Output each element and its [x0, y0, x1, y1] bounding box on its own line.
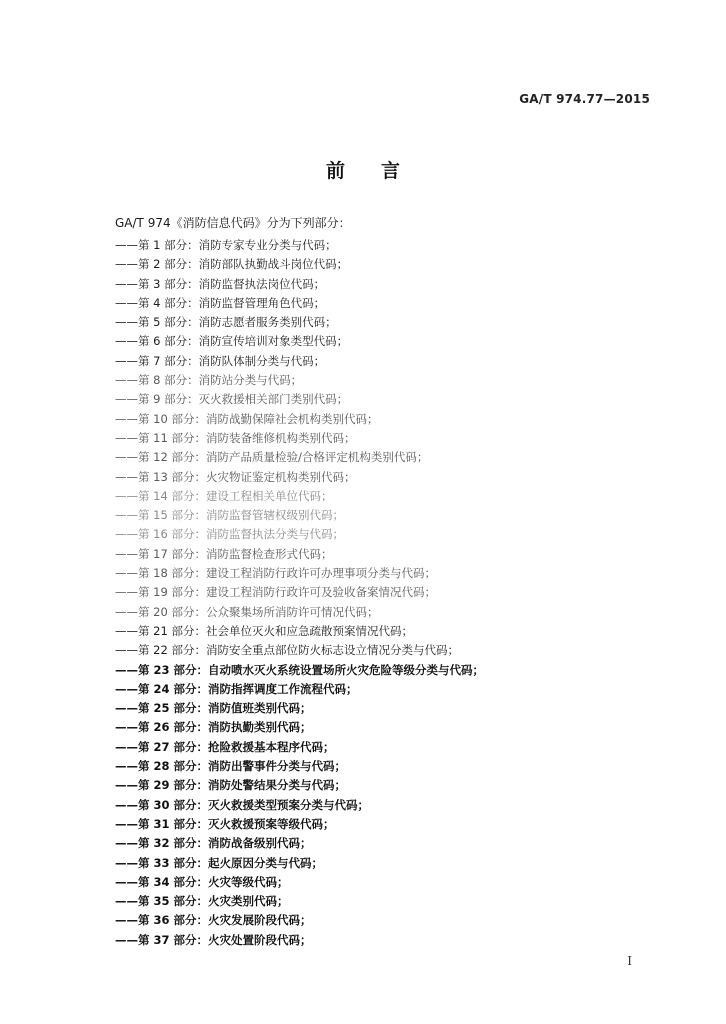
list-item: ——第 35 部分：火灾类别代码； — [115, 894, 289, 909]
list-item: ——第 17 部分：消防监督检查形式代码； — [115, 546, 333, 561]
list-item: ——第 18 部分：建设工程消防行政许可办理事项分类与代码； — [115, 566, 436, 581]
list-item: ——第 33 部分：起火原因分类与代码； — [115, 855, 324, 870]
list-item: ——第 19 部分：建设工程消防行政许可及验收备案情况代码； — [115, 585, 436, 600]
list-item: ——第 22 部分：消防安全重点部位防火标志设立情况分类与代码； — [115, 643, 459, 658]
list-item: ——第 14 部分：建设工程相关单位代码； — [115, 488, 333, 503]
list-item: ——第 26 部分：消防执勤类别代码； — [115, 720, 312, 735]
list-item: ——第 8 部分：消防站分类与代码； — [115, 373, 303, 388]
list-item: ——第 25 部分：消防值班类别代码； — [115, 701, 312, 716]
page-title: 前言 — [325, 160, 436, 182]
list-item: ——第 23 部分：自动喷水灭火系统设置场所火灾危险等级分类与代码； — [115, 662, 485, 677]
list-item: ——第 15 部分：消防监督管辖权级别代码； — [115, 508, 344, 523]
list-item: ——第 7 部分：消防队体制分类与代码； — [115, 353, 326, 368]
standard-number: GA/T 974.77—2015 — [519, 92, 650, 106]
list-item: ——第 32 部分：消防战备级别代码； — [115, 836, 312, 851]
list-item: ——第 34 部分：火灾等级代码； — [115, 874, 289, 889]
list-item: ——第 31 部分：灭火救援预案等级代码； — [115, 816, 335, 831]
list-item: ——第 29 部分：消防处警结果分类与代码； — [115, 778, 347, 793]
list-item: ——第 11 部分：消防装备维修机构类别代码； — [115, 430, 356, 445]
list-item: ——第 10 部分：消防战勤保障社会机构类别代码； — [115, 411, 379, 426]
list-item: ——第 12 部分：消防产品质量检验/合格评定机构类别代码； — [115, 450, 429, 465]
list-item: ——第 20 部分：公众聚集场所消防许可情况代码； — [115, 604, 379, 619]
list-item: ——第 4 部分：消防监督管理角色代码； — [115, 295, 326, 310]
list-item: ——第 24 部分：消防指挥调度工作流程代码； — [115, 681, 358, 696]
parts-list — [115, 236, 484, 950]
list-item: ——第 3 部分：消防监督执法岗位代码； — [115, 276, 326, 291]
list-item: ——第 27 部分：抢险救援基本程序代码； — [115, 739, 335, 754]
intro-text: GA/T 974《消防信息代码》分为下列部分： — [115, 216, 351, 230]
list-item: ——第 30 部分：灭火救援类型预案分类与代码； — [115, 797, 370, 812]
list-item: ——第 36 部分：火灾发展阶段代码； — [115, 913, 312, 928]
list-item: ——第 2 部分：消防部队执勤战斗岗位代码； — [115, 257, 349, 272]
list-item: ——第 6 部分：消防宣传培训对象类型代码； — [115, 334, 349, 349]
list-item: ——第 13 部分：火灾物证鉴定机构类别代码； — [115, 469, 356, 484]
page-number: I — [627, 954, 632, 968]
list-item: ——第 28 部分：消防出警事件分类与代码； — [115, 759, 347, 774]
list-item: ——第 5 部分：消防志愿者服务类别代码； — [115, 315, 337, 330]
list-item: ——第 1 部分：消防专家专业分类与代码； — [115, 238, 337, 252]
list-item: ——第 21 部分：社会单位灭火和应急疏散预案情况代码； — [115, 623, 413, 638]
list-item: ——第 16 部分：消防监督执法分类与代码； — [115, 527, 344, 542]
list-item: ——第 9 部分：灭火救援相关部门类别代码； — [115, 392, 349, 407]
list-item: ——第 37 部分：火灾处置阶段代码； — [115, 932, 312, 947]
